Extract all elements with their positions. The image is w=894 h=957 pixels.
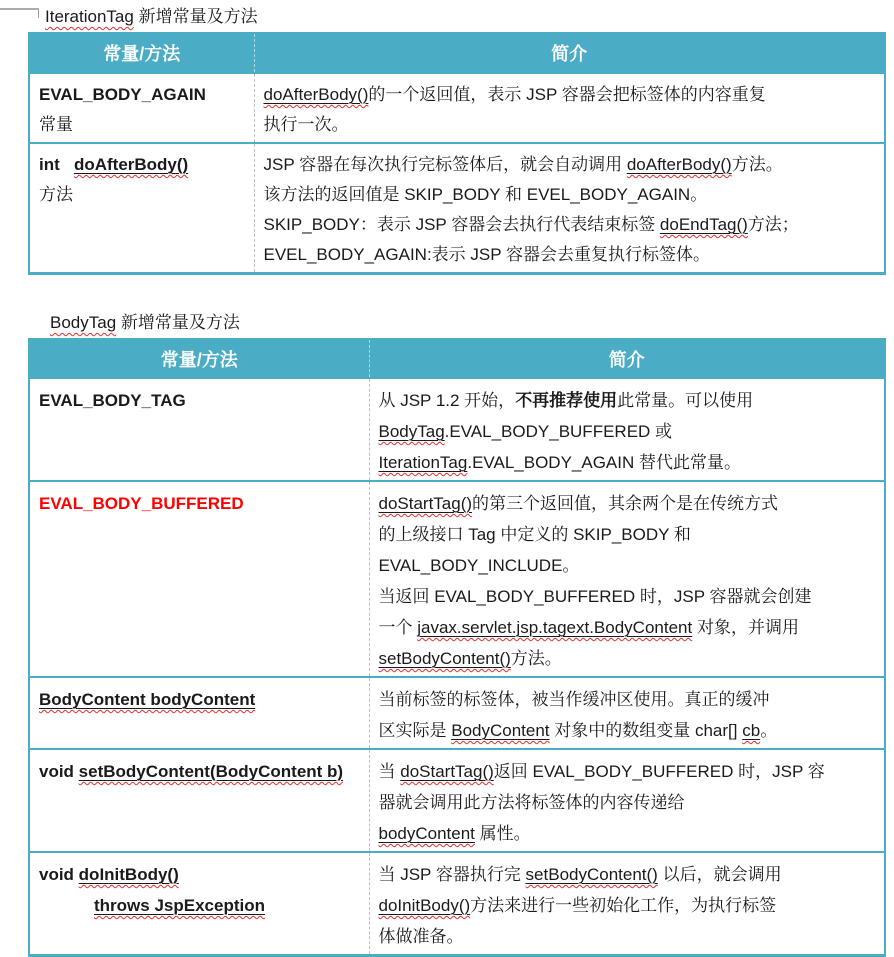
desc-cell — [369, 378, 885, 481]
text-run: 方法 — [39, 185, 73, 204]
text-run: 以后，就会调用 — [657, 865, 782, 884]
text-line — [39, 756, 361, 787]
text-run: 当 — [378, 762, 401, 781]
text-run: 的第三个返回值，其余两个是在传统方式 — [472, 494, 779, 513]
text-run: void — [39, 762, 79, 781]
text-line — [39, 859, 361, 890]
text-line — [264, 210, 877, 240]
text-run: EVAL_BODY_TAG — [39, 391, 186, 410]
text-run: 该方法的返回值是 SKIP_BODY 和 EVEL_BODY_AGAIN。 — [263, 185, 708, 204]
text-run: 方法。 — [731, 155, 783, 174]
term-cell — [29, 852, 369, 956]
text-line — [379, 859, 877, 890]
text-line — [379, 787, 877, 818]
text-line — [39, 890, 361, 921]
term-cell — [29, 677, 369, 749]
text-run: 器就会调用此方法将标签体的内容传递给 — [378, 793, 685, 812]
text-line — [264, 110, 877, 140]
text-line — [264, 240, 877, 270]
text-run: 返回 EVAL_BODY_BUFFERED 时，JSP 容 — [493, 762, 825, 781]
text-run: 常量 — [39, 115, 73, 134]
text-line — [379, 488, 877, 519]
text-run: 当前标签的标签体，被当作缓冲区使用。真正的缓冲 — [378, 690, 770, 709]
text-line — [379, 385, 877, 416]
text-line — [379, 416, 877, 447]
header-cell-term: 常量/方法 — [29, 33, 254, 73]
text-line — [264, 180, 877, 210]
text-run: EVAL_BODY_BUFFERED — [39, 494, 244, 513]
table-header-row — [29, 33, 885, 73]
desc-cell — [369, 852, 885, 956]
desc-cell — [369, 749, 885, 852]
code-token: BodyTag — [378, 422, 445, 441]
term-cell — [29, 481, 369, 677]
text-line — [379, 447, 877, 478]
text-line — [379, 581, 877, 612]
code-token: doAfterBody() — [626, 155, 732, 174]
code-token: bodyContent — [378, 824, 475, 843]
desc-cell — [369, 677, 885, 749]
text-line — [39, 385, 361, 416]
code-token: doInitBody() — [378, 896, 471, 915]
text-line — [379, 643, 877, 674]
text-line — [39, 150, 246, 180]
text-run: 体做准备。 — [378, 927, 464, 946]
code-token: BodyTag — [50, 313, 117, 332]
desc-cell — [254, 143, 885, 274]
text-run: SKIP_BODY：表示 JSP 容器会去执行代表结束标签 — [263, 215, 660, 234]
section-bodytag — [0, 312, 894, 957]
text-run: 方法来进行一些初始化工作，为执行标签 — [470, 896, 777, 915]
text-run: 的一个返回值，表示 JSP 容器会把标签体的内容重复 — [368, 85, 766, 104]
text-line — [379, 818, 877, 849]
header-cell-term: 常量/方法 — [29, 339, 369, 378]
table-row — [29, 677, 885, 749]
code-token: IterationTag — [378, 453, 468, 472]
text-line — [379, 921, 877, 952]
code-token: throws JspException — [94, 896, 265, 915]
table-row — [29, 749, 885, 852]
header-cell-desc: 简介 — [369, 339, 885, 378]
text-line — [379, 890, 877, 921]
document-body — [0, 6, 894, 957]
text-line — [39, 80, 246, 110]
text-run: 属性。 — [474, 824, 531, 843]
term-cell — [29, 378, 369, 481]
code-token: BodyContent bodyContent — [39, 690, 256, 709]
table-title-iterationtag — [45, 6, 894, 28]
code-token: doEndTag() — [659, 215, 748, 234]
text-run: 的上级接口 Tag 中定义的 SKIP_BODY 和 — [378, 525, 691, 544]
desc-cell — [369, 481, 885, 677]
table-row — [29, 143, 885, 274]
text-run: 对象中的数组变量 char[] — [549, 721, 743, 740]
text-run: 从 JSP 1.2 开始， — [378, 391, 516, 410]
desc-cell — [254, 73, 885, 143]
text-line — [379, 612, 877, 643]
text-run: 当 JSP 容器执行完 — [378, 865, 526, 884]
text-line — [39, 110, 246, 140]
text-run: 。 — [760, 721, 778, 740]
table-row — [29, 378, 885, 481]
text-run: void — [39, 865, 79, 884]
text-run: JSP 容器在每次执行完标签体后，就会自动调用 — [263, 155, 627, 174]
text-run: 此常量。可以使用 — [617, 391, 754, 410]
page-edge-artifact — [0, 8, 39, 18]
table-title-bodytag — [50, 312, 894, 334]
text-run: EVAL_BODY_INCLUDE。 — [378, 556, 580, 575]
code-token: doInitBody() — [78, 865, 179, 884]
text-run: .EVAL_BODY_AGAIN 替代此常量。 — [467, 453, 741, 472]
section-iterationtag — [0, 6, 894, 275]
code-token: doStartTag() — [378, 494, 473, 513]
term-cell — [29, 143, 254, 274]
text-line — [379, 756, 877, 787]
text-line — [264, 80, 877, 110]
text-line — [379, 550, 877, 581]
text-line — [379, 519, 877, 550]
text-run: 对象，并调用 — [692, 618, 799, 637]
text-run: 不再推荐使用 — [515, 391, 618, 410]
term-cell — [29, 749, 369, 852]
code-token: doStartTag() — [400, 762, 494, 781]
code-token: setBodyContent(BodyContent b) — [78, 762, 344, 781]
code-token: BodyContent — [451, 721, 550, 740]
text-line — [39, 488, 361, 519]
text-run: EVAL_BODY_AGAIN — [39, 85, 206, 104]
text-line — [39, 684, 361, 715]
code-token: setBodyContent() — [378, 649, 511, 668]
text-run: EVEL_BODY_AGAIN:表示 JSP 容器会去重复执行标签体。 — [263, 245, 710, 264]
text-run: 一个 — [378, 618, 418, 637]
word-document-page — [0, 6, 894, 946]
text-run: .EVAL_BODY_BUFFERED 或 — [444, 422, 673, 441]
table-row — [29, 481, 885, 677]
term-cell — [29, 73, 254, 143]
text-run: 新增常量及方法 — [116, 313, 240, 332]
header-cell-desc: 简介 — [254, 33, 885, 73]
code-token: cb — [742, 721, 761, 740]
text-run: 区实际是 — [378, 721, 452, 740]
code-token: doAfterBody() — [263, 85, 369, 104]
iterationtag-table — [28, 32, 886, 275]
text-run: 方法。 — [510, 649, 562, 668]
text-run: 方法； — [747, 215, 799, 234]
code-token: doAfterBody() — [73, 155, 189, 174]
text-run: 新增常量及方法 — [133, 7, 258, 26]
text-line — [379, 684, 877, 715]
table-header-row — [29, 339, 885, 378]
text-run: 执行一次。 — [263, 115, 349, 134]
code-token: IterationTag — [45, 7, 134, 26]
table-row — [29, 852, 885, 956]
text-line — [379, 715, 877, 746]
code-token: setBodyContent() — [525, 865, 658, 884]
text-run: 当返回 EVAL_BODY_BUFFERED 时，JSP 容器就会创建 — [378, 587, 812, 606]
text-run: int — [39, 155, 74, 174]
text-line — [264, 150, 877, 180]
table-row — [29, 73, 885, 143]
bodytag-table — [28, 338, 886, 957]
text-line — [39, 180, 246, 210]
code-token: javax.servlet.jsp.tagext.BodyContent — [417, 618, 693, 637]
